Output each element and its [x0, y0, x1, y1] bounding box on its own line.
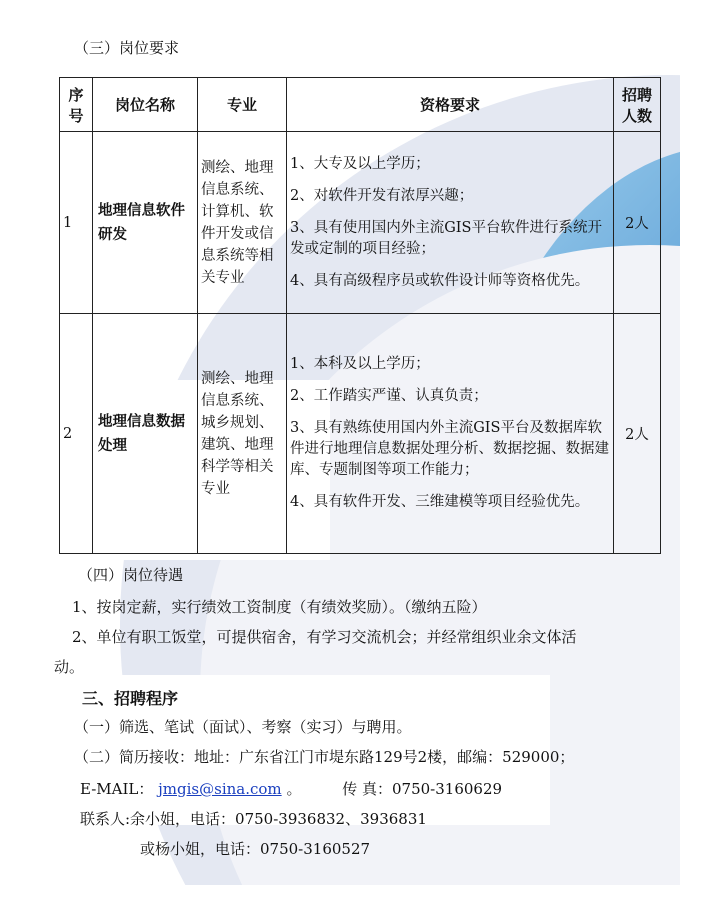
requirement-item: 1、本科及以上学历；	[290, 356, 430, 372]
requirement-item: 2、工作踏实严谨、认真负责；	[290, 388, 488, 404]
requirement-item: 1、大专及以上学历；	[290, 155, 430, 172]
table-row	[60, 314, 661, 554]
requirement-item: 4、具有软件开发、三维建模等项目经验优先。	[290, 494, 590, 510]
requirement-item: 3、具有使用国内外主流GIS平台软件进行系统开发或定制的项目经验；	[290, 219, 602, 257]
row-major: 测绘、地理信息系统、城乡规划、建筑、地理科学等相关专业	[198, 314, 287, 554]
section-heading-requirements: （三）岗位要求	[74, 39, 180, 57]
header-count: 招聘人数	[614, 78, 661, 132]
procedure-step-2: （二）简历接收：地址：广东省江门市堤东路129号2楼，邮编：529000；	[74, 748, 575, 766]
benefit-item-2-line1: 2、单位有职工饭堂，可提供宿舍，有学习交流机会；并经常组织业余文体活	[72, 628, 577, 646]
contact-line-2: 或杨小姐，电话：0750-3160527	[140, 840, 371, 858]
header-requirements: 资格要求	[287, 78, 614, 132]
row-no: 1	[60, 132, 93, 314]
row-major: 测绘、地理信息系统、计算机、软件开发或信息系统等相关专业	[198, 132, 287, 314]
fax-number: 传 真：0750-3160629	[342, 780, 503, 798]
header-name: 岗位名称	[93, 78, 198, 132]
requirement-item: 4、具有高级程序员或软件设计师等资格优先。	[290, 272, 590, 289]
section-heading-benefits: （四）岗位待遇	[78, 566, 184, 584]
requirement-item: 2、对软件开发有浓厚兴趣；	[290, 187, 474, 204]
header-major: 专业	[198, 78, 287, 132]
row-count: 2人	[614, 314, 661, 554]
procedure-heading: 三、招聘程序	[82, 689, 179, 708]
header-no: 序号	[60, 78, 93, 132]
requirement-item: 3、具有熟练使用国内外主流GIS平台及数据库软件进行地理信息数据处理分析、数据挖掘、数据建库、专题制图等项工作能力；	[290, 420, 609, 478]
email-tail: 。	[286, 780, 302, 798]
email-link[interactable]: jmgis@sina.com	[158, 780, 282, 798]
row-requirements	[287, 132, 614, 314]
email-label: E-MAIL：	[80, 780, 154, 798]
row-requirements	[287, 314, 614, 554]
row-position-name: 地理信息软件研发	[93, 132, 198, 314]
table-row	[60, 132, 661, 314]
benefit-item-2-line2: 动。	[54, 658, 85, 676]
row-no: 2	[60, 314, 93, 554]
row-position-name: 地理信息数据处理	[93, 314, 198, 554]
table-header-row	[60, 78, 661, 132]
procedure-step-1: （一）筛选、笔试（面试）、考察（实习）与聘用。	[74, 718, 412, 736]
row-count: 2人	[614, 132, 661, 314]
email-line	[80, 778, 502, 799]
job-requirements-table	[59, 77, 661, 554]
benefit-item-1: 1、按岗定薪，实行绩效工资制度（有绩效奖励）。（缴纳五险）	[72, 598, 487, 616]
contact-line-1: 联系人:余小姐，电话：0750-3936832、3936831	[80, 810, 427, 828]
